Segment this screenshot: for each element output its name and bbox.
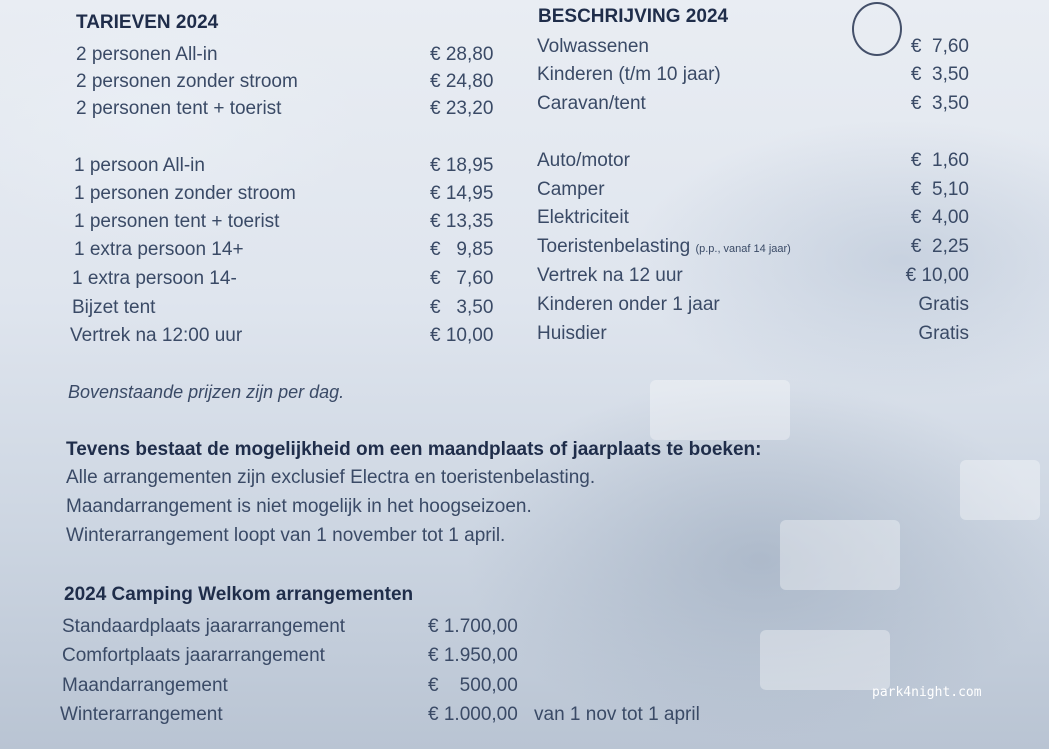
beschrijving-price: € 2,25 (910, 236, 969, 257)
tarieven-price: € 28,80 (430, 44, 494, 65)
background-caravan-shape (960, 460, 1040, 520)
beschrijving-price: € 3,50 (910, 93, 969, 114)
tarieven-label: 1 personen zonder stroom (74, 183, 296, 204)
beschrijving-title: BESCHRIJVING 2024 (538, 6, 729, 27)
tarieven-price: € 9,85 (430, 239, 494, 260)
tarieven-price: € 10,00 (430, 325, 494, 346)
tarieven-price: € 24,80 (430, 71, 494, 92)
tarieven-label: 2 personen tent + toerist (76, 98, 282, 119)
beschrijving-price: € 1,60 (910, 150, 969, 171)
beschrijving-label: Vertrek na 12 uur (537, 265, 683, 286)
arrangementen-title: 2024 Camping Welkom arrangementen (64, 584, 414, 605)
beschrijving-label-with-note (537, 233, 791, 263)
tarieven-row (74, 236, 506, 264)
beschrijving-label: Huisdier (537, 323, 607, 344)
tarieven-price: € 3,50 (430, 297, 494, 318)
beschrijving-label: Elektriciteit (537, 207, 629, 228)
tarieven-row (72, 265, 506, 293)
arrangement-price: € 500,00 (428, 675, 518, 696)
beschrijving-row (537, 291, 977, 319)
arrangement-extra: van 1 nov tot 1 april (534, 704, 700, 725)
beschrijving-label: Kinderen onder 1 jaar (537, 294, 720, 315)
tarieven-row (74, 208, 506, 236)
beschrijving-price: € 10,00 (905, 265, 969, 286)
beschrijving-label: Auto/motor (537, 150, 630, 171)
tarieven-price: € 23,20 (430, 98, 494, 119)
beschrijving-price: Gratis (918, 294, 969, 315)
beschrijving-price: € 5,10 (910, 179, 969, 200)
maandplaats-heading: Tevens bestaat de mogelijkheid om een maandplaats of jaarplaats te boeken: (66, 439, 762, 460)
beschrijving-row (537, 90, 977, 118)
beschrijving-row (537, 233, 977, 261)
arrangement-price: € 1.950,00 (428, 645, 518, 666)
beschrijving-label: Volwassenen (537, 36, 649, 57)
beschrijving-row (537, 320, 977, 348)
beschrijving-price: € 7,60 (910, 36, 969, 57)
tarieven-row (74, 180, 506, 208)
background-caravan-shape (760, 630, 890, 690)
tarieven-label: Bijzet tent (72, 297, 156, 318)
tarieven-label: 1 extra persoon 14+ (74, 239, 244, 260)
beschrijving-price: Gratis (918, 323, 969, 344)
tarieven-label: 1 personen tent + toerist (74, 211, 280, 232)
watermark: park4night.com (872, 685, 982, 700)
tarieven-row (76, 68, 506, 96)
daily-price-note: Bovenstaande prijzen zijn per dag. (68, 382, 345, 402)
tarieven-row (76, 95, 506, 123)
maandplaats-line: Winterarrangement loopt van 1 november tot 1 april. (66, 525, 506, 546)
tarieven-price: € 18,95 (430, 155, 494, 176)
beschrijving-label: Kinderen (t/m 10 jaar) (537, 64, 721, 85)
arrangement-row (62, 613, 742, 641)
beschrijving-price: € 3,50 (910, 64, 969, 85)
beschrijving-row (537, 147, 977, 175)
maandplaats-line: Alle arrangementen zijn exclusief Electra en toeristenbelasting. (66, 467, 596, 488)
tarieven-row (72, 294, 506, 322)
beschrijving-row (537, 33, 977, 61)
tarieven-price: € 7,60 (430, 268, 494, 289)
beschrijving-label: Caravan/tent (537, 93, 646, 114)
tarieven-label: 2 personen All-in (76, 44, 218, 65)
beschrijving-row (537, 262, 977, 290)
arrangement-price: € 1.700,00 (428, 616, 518, 637)
tarieven-label: 2 personen zonder stroom (76, 71, 298, 92)
beschrijving-label: Toeristenbelasting (537, 236, 691, 257)
tarieven-price: € 13,35 (430, 211, 494, 232)
tarieven-label: Vertrek na 12:00 uur (70, 325, 243, 346)
arrangement-label: Maandarrangement (62, 675, 228, 696)
tarieven-title: TARIEVEN 2024 (76, 12, 219, 33)
background-caravan-shape (650, 380, 790, 440)
beschrijving-row (537, 61, 977, 89)
tarieven-label: 1 extra persoon 14- (72, 268, 237, 289)
arrangement-price: € 1.000,00 (428, 704, 518, 725)
tarieven-row (76, 41, 506, 69)
arrangement-label: Standaardplaats jaararrangement (62, 616, 346, 637)
tarieven-row (74, 152, 506, 180)
beschrijving-label: Camper (537, 179, 605, 200)
maandplaats-line: Maandarrangement is niet mogelijk in het hoogseizoen. (66, 496, 532, 517)
tarieven-label: 1 persoon All-in (74, 155, 205, 176)
arrangement-label: Comfortplaats jaararrangement (62, 645, 325, 666)
background-caravan-shape (780, 520, 900, 590)
beschrijving-row (537, 204, 977, 232)
tarieven-row (70, 322, 506, 350)
beschrijving-note: (p.p., vanaf 14 jaar) (695, 243, 791, 255)
tarieven-price: € 14,95 (430, 183, 494, 204)
beschrijving-price: € 4,00 (910, 207, 969, 228)
arrangement-row (60, 701, 742, 729)
arrangement-row (62, 672, 742, 700)
arrangement-row (62, 642, 742, 670)
beschrijving-row (537, 176, 977, 204)
arrangement-label: Winterarrangement (60, 704, 223, 725)
